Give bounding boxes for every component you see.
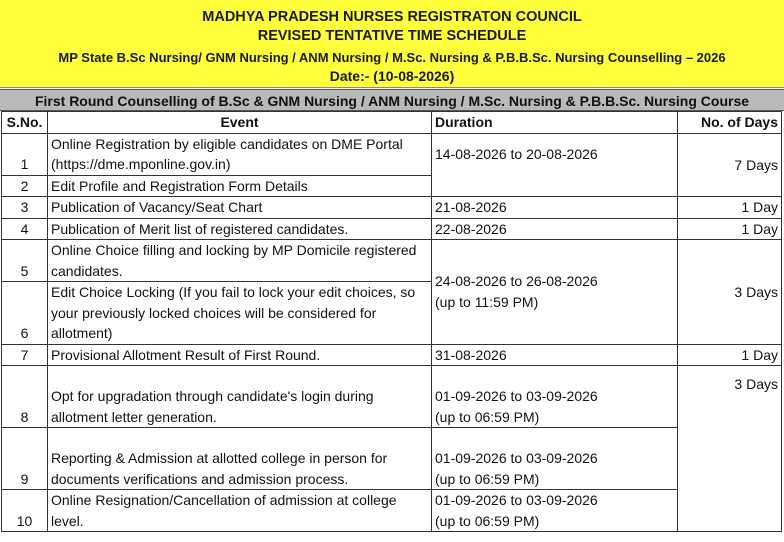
table-row	[2, 218, 782, 240]
table-row	[2, 240, 782, 282]
row-duration: 22-08-2026	[432, 218, 678, 240]
table-row	[2, 197, 782, 219]
duration-range: 24-08-2026 to 26-08-2026	[435, 273, 598, 290]
table-row	[2, 428, 782, 490]
duration-note: (up to 06:59 PM)	[435, 470, 540, 487]
counselling-subtitle: MP State B.Sc Nursing/ GNM Nursing / ANM Nursing / M.Sc. Nursing & P.B.B.Sc. Nursing Counselling – 2026	[58, 50, 726, 65]
schedule-date: Date:- (10-08-2026)	[329, 68, 455, 84]
duration-range: 01-09-2026 to 03-09-2026	[435, 388, 598, 404]
row-sno: 4	[2, 218, 48, 240]
row-duration: 14-08-2026 to 20-08-2026	[432, 133, 678, 197]
row-sno: 7	[2, 344, 48, 366]
row-event: Online Registration by eligible candidates on DME Portal (https://dme.mponline.gov.in)	[48, 133, 432, 175]
table-header-row	[2, 112, 782, 134]
row-event: Opt for upgradation through candidate's login during allotment letter generation.	[48, 366, 432, 428]
col-event: Event	[48, 112, 432, 134]
row-days: 3 Days	[678, 240, 782, 345]
row-sno: 2	[2, 175, 48, 197]
schedule-table	[1, 111, 782, 532]
row-event: Publication of Merit list of registered candidates.	[48, 218, 432, 240]
duration-range: 01-09-2026 to 03-09-2026	[435, 492, 598, 508]
row-duration: 21-08-2026	[432, 197, 678, 219]
row-duration	[432, 240, 678, 345]
round-band: First Round Counselling of B.Sc & GNM Nursing / ANM Nursing / M.Sc. Nursing & P.B.B.Sc. Nursing Course	[0, 89, 784, 111]
row-duration: 31-08-2026	[432, 344, 678, 366]
duration-note: (up to 11:59 PM)	[435, 293, 539, 310]
row-sno: 9	[2, 428, 48, 490]
row-days: 7 Days	[678, 133, 782, 197]
col-days: No. of Days	[678, 112, 782, 134]
duration-note: (up to 06:59 PM)	[435, 408, 540, 425]
row-days: 1 Day	[678, 218, 782, 240]
duration-note: (up to 06:59 PM)	[435, 512, 540, 529]
row-sno: 6	[2, 282, 48, 345]
row-days: 3 Days	[678, 366, 782, 532]
table-row	[2, 133, 782, 175]
row-sno: 10	[2, 490, 48, 532]
council-title: MADHYA PRADESH NURSES REGISTRATON COUNCIL	[202, 9, 582, 25]
row-event: Reporting & Admission at allotted college in person for documents verifications and admission process.	[48, 428, 432, 490]
row-days: 1 Day	[678, 197, 782, 219]
row-event: Provisional Allotment Result of First Round.	[48, 344, 432, 366]
table-row	[2, 344, 782, 366]
row-event: Edit Profile and Registration Form Details	[48, 175, 432, 197]
row-days: 1 Day	[678, 344, 782, 366]
schedule-header	[0, 0, 784, 88]
row-event: Edit Choice Locking (If you fail to lock your edit choices, so your previously locked choices will be considered for allotment)	[48, 282, 432, 345]
row-duration	[432, 366, 678, 428]
row-duration	[432, 490, 678, 532]
row-event: Online Choice filling and locking by MP Domicile registered candidates.	[48, 240, 432, 282]
schedule-title: REVISED TENTATIVE TIME SCHEDULE	[257, 28, 527, 44]
duration-range: 01-09-2026 to 03-09-2026	[435, 450, 598, 466]
table-row	[2, 366, 782, 428]
table-row	[2, 490, 782, 532]
row-sno: 3	[2, 197, 48, 219]
row-event: Online Resignation/Cancellation of admission at college level.	[48, 490, 432, 532]
row-event: Publication of Vacancy/Seat Chart	[48, 197, 432, 219]
row-sno: 5	[2, 240, 48, 282]
col-duration: Duration	[432, 112, 678, 134]
row-sno: 8	[2, 366, 48, 428]
col-sno: S.No.	[2, 112, 48, 134]
row-sno: 1	[2, 133, 48, 175]
row-duration	[432, 428, 678, 490]
